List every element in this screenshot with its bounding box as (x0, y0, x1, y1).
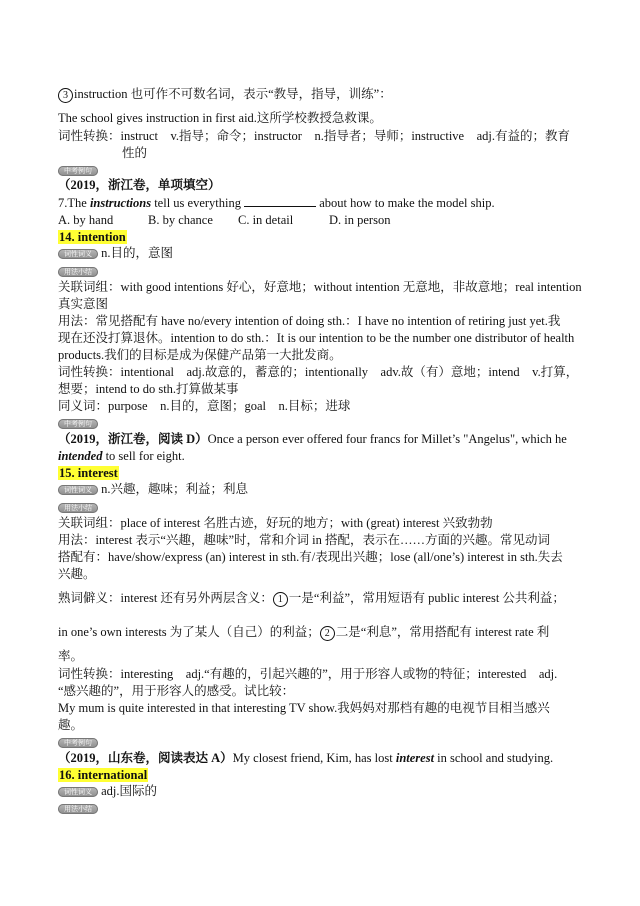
w14-example: （2019，浙江卷，阅读 D）Once a person ever offered four francs for Millet’s "Angelus", which he (58, 432, 567, 446)
instruction-conversion-cont: 性的 (122, 146, 148, 160)
w14-usage-3: products.我们的目标是成为保健产品第一大批发商。 (58, 348, 342, 362)
w15-pos-row: 词性词义 n.兴趣，趣味；利益；利息 (58, 481, 588, 497)
usage-tag: 用法小结 (58, 500, 98, 512)
exam-example-tag: 中考例句 (58, 163, 98, 175)
w15-conversion-2: “感兴趣的”，用于形容人的感受。试比较： (58, 684, 295, 698)
usage-tag: 用法小结 (58, 264, 98, 276)
circled-number: 2 (320, 626, 335, 641)
q7-source: （2019，浙江卷，单项填空） (58, 178, 221, 192)
option-c[interactable]: C. in detail (238, 213, 294, 227)
instruction-conversion: 词性转换：instruct v.指导；命令；instructor n.指导者；导师；instructive adj.有益的；教育 (58, 129, 571, 143)
w15-related: 关联词组：place of interest 名胜古迹，好玩的地方；with (great) interest 兴致勃勃 (58, 516, 493, 530)
w14-related-cont: 真实意图 (58, 297, 109, 311)
w15-familiar-meaning: 熟词僻义：interest 还有另外两层含义： 1 一是“利益”，常用短语有 public interest 公共利益； (58, 591, 565, 605)
instruction-example: The school gives instruction in first aid.这所学校教授急救课。 (58, 111, 382, 125)
word-heading-15: 15. interest (59, 466, 118, 480)
q7-question: 7.The instructions tell us everything about how to make the model ship. (58, 196, 495, 210)
word-heading-14: 14. intention (59, 230, 126, 244)
usage-tag: 用法小结 (58, 801, 98, 813)
instruction-note: 3 instruction 也可作不可数名词，表示“教导，指导，训练”： (58, 86, 588, 103)
exam-example-tag: 中考例句 (58, 735, 98, 747)
w15-usage: 用法：interest 表示“兴趣，趣味”时，常和介词 in 搭配，表示在……方面的兴趣。常见动词 (58, 533, 550, 547)
w14-usage: 用法：常见搭配有 have no/every intention of doing sth.：I have no intention of retiring just yet.我 (58, 314, 561, 328)
w15-compare: My mum is quite interested in that interesting TV show.我妈妈对那档有趣的电视节目相当感兴 (58, 701, 550, 715)
q7-options (58, 212, 588, 228)
w16-pos-row: 词性词义 adj.国际的 (58, 783, 588, 799)
w15-compare-2: 趣。 (58, 718, 84, 732)
w14-conversion-2: 想要；intend to do sth.打算做某事 (58, 382, 239, 396)
w15-example: （2019，山东卷，阅读表达 A）My closest friend, Kim, has lost interest in school and studying. (58, 751, 554, 765)
w14-usage-2: 现在还没打算退休。intention to do sth.：It is our intention to be the number one distributor of health (58, 331, 575, 345)
w15-usage-3: 兴趣。 (58, 567, 96, 581)
exam-example-tag: 中考例句 (58, 416, 98, 428)
w14-synonyms: 同义词：purpose n.目的，意图；goal n.目标；进球 (58, 399, 351, 413)
w15-usage-2: 搭配有：have/show/express (an) interest in sth.有/表现出兴趣；lose (all/one’s) interest in sth.失去 (58, 550, 563, 564)
circled-number: 1 (273, 592, 288, 607)
w15-conversion: 词性转换：interesting adj.“有趣的，引起兴趣的”，用于形容人或物的特征；interested adj. (58, 667, 558, 681)
w14-example-cont: intended to sell for eight. (58, 449, 185, 463)
option-d[interactable]: D. in person (329, 213, 391, 227)
option-b[interactable]: B. by chance (148, 213, 213, 227)
answer-blank[interactable] (244, 196, 316, 207)
w14-pos-row: 词性词义 n.目的，意图 (58, 245, 588, 261)
w15-familiar-meaning-2: in one’s own interests 为了某人（自己）的利益； 2 二是“利息”，常用搭配有 interest rate 利 (58, 625, 550, 639)
circled-number: 3 (58, 88, 73, 103)
w15-familiar-meaning-3: 率。 (58, 649, 84, 663)
word-heading-16: 16. international (59, 768, 148, 782)
w14-related: 关联词组：with good intentions 好心，好意地；without intention 无意地，非故意地；real intention (58, 280, 582, 294)
option-a[interactable]: A. by hand (58, 213, 114, 227)
w14-conversion: 词性转换：intentional adj.故意的，蓄意的；intentionally adv.故（有）意地；intend v.打算， (58, 365, 579, 379)
